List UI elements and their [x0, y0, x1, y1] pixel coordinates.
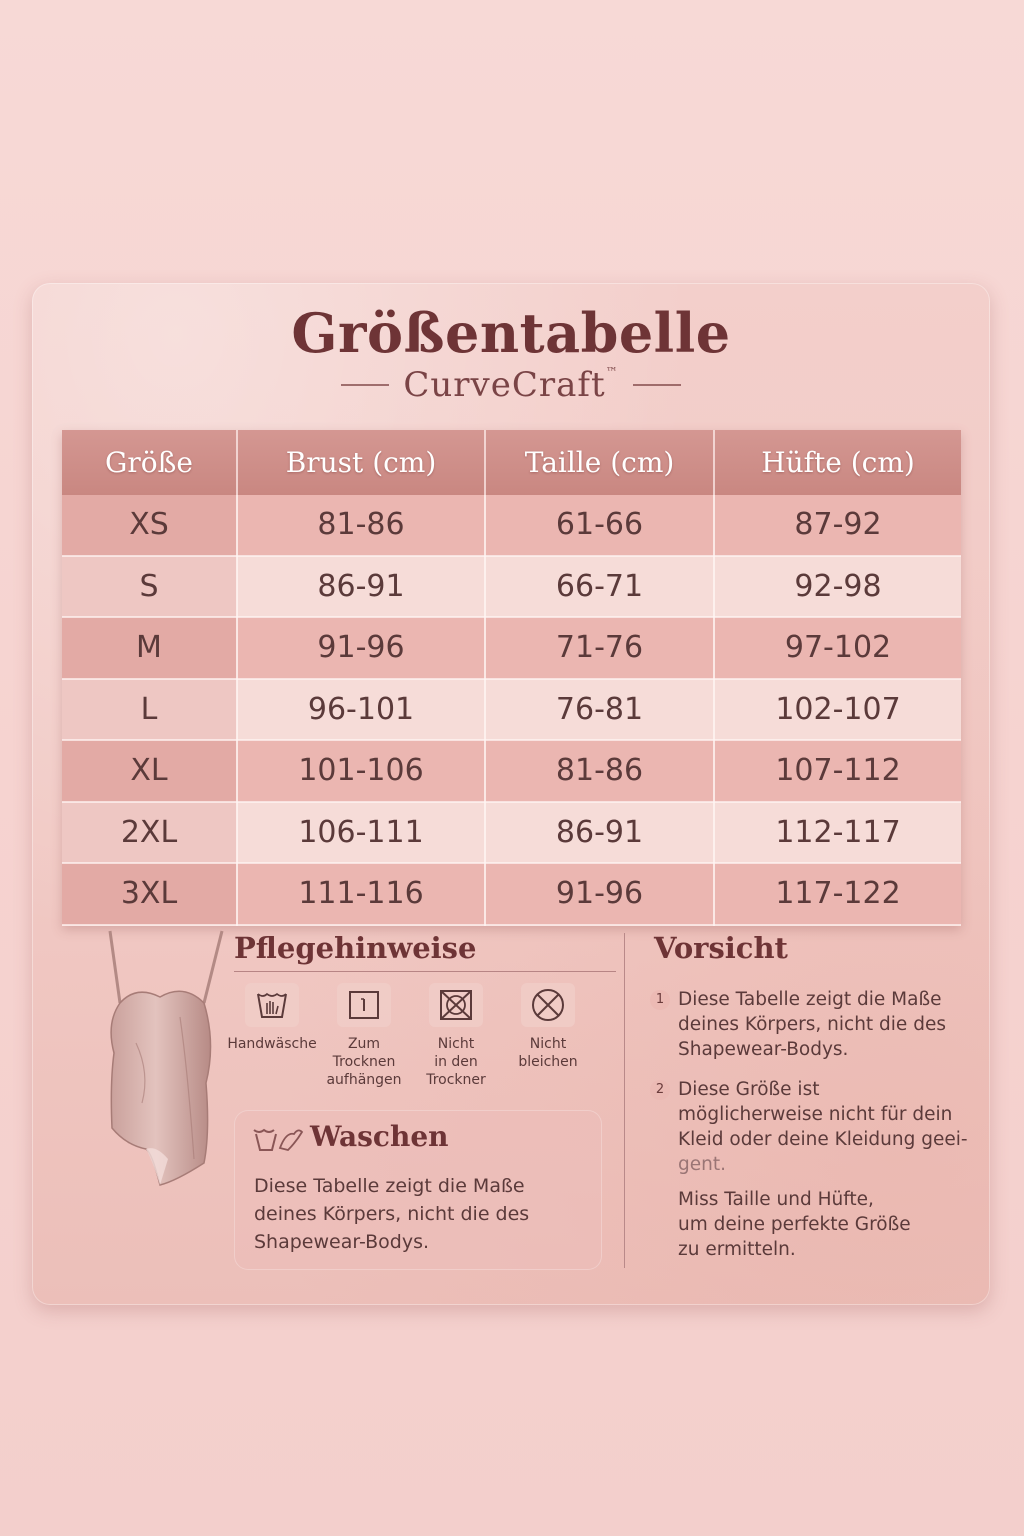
note-body	[678, 1077, 968, 1177]
size-cell: XS	[62, 495, 237, 556]
table-row	[62, 679, 961, 741]
size-cell: M	[62, 617, 237, 679]
caution-title: Vorsicht	[654, 931, 788, 965]
hip-cell: 87-92	[714, 495, 961, 556]
wash-box	[234, 1110, 602, 1270]
care-label: Nicht bleichen	[518, 1036, 578, 1070]
hip-cell: 102-107	[714, 679, 961, 741]
care-item-handwash	[226, 983, 318, 1089]
wash-hands-icon	[252, 1124, 304, 1154]
chest-cell: 91-96	[237, 617, 485, 679]
note-number: 1	[650, 990, 670, 1010]
brand-name	[403, 365, 618, 405]
note-text-faded: gent.	[678, 1154, 726, 1175]
care-item-no-bleach	[502, 983, 594, 1089]
waist-cell: 71-76	[485, 617, 714, 679]
caution-note-1	[650, 987, 946, 1062]
hip-cell: 97-102	[714, 617, 961, 679]
section-divider	[624, 933, 625, 1268]
waist-cell: 81-86	[485, 740, 714, 802]
care-underline	[234, 971, 616, 972]
no-tumble-dry-icon	[429, 983, 483, 1027]
chest-cell: 96-101	[237, 679, 485, 741]
care-item-no-tumble-dry	[410, 983, 502, 1089]
care-label: Nicht in den Trockner	[426, 1036, 486, 1088]
caution-note-2	[650, 1077, 968, 1177]
table-header-row	[62, 430, 961, 495]
hang-dry-icon	[337, 983, 391, 1027]
note-text: Diese Größe ist möglicherweise nicht für dein Kleid oder deine Kleidung geei-	[678, 1079, 968, 1150]
hip-cell: 112-117	[714, 802, 961, 864]
table-row	[62, 495, 961, 556]
size-cell: 3XL	[62, 863, 237, 925]
size-cell: 2XL	[62, 802, 237, 864]
chest-cell: 101-106	[237, 740, 485, 802]
chest-cell: 106-111	[237, 802, 485, 864]
brand-line-left	[341, 384, 389, 386]
header-hip: Hüfte (cm)	[714, 430, 961, 495]
size-cell: S	[62, 556, 237, 618]
hip-cell: 92-98	[714, 556, 961, 618]
care-label: Zum Trocknen aufhängen	[326, 1036, 402, 1088]
size-table	[62, 430, 961, 926]
waist-cell: 66-71	[485, 556, 714, 618]
trademark-mark: ™	[605, 365, 619, 379]
brand-row	[32, 365, 990, 405]
size-cell: L	[62, 679, 237, 741]
table-row	[62, 617, 961, 679]
waist-cell: 76-81	[485, 679, 714, 741]
waist-cell: 61-66	[485, 495, 714, 556]
table-row	[62, 556, 961, 618]
care-label: Handwäsche	[227, 1036, 317, 1052]
note-number: 2	[650, 1080, 670, 1100]
header-chest: Brust (cm)	[237, 430, 485, 495]
size-chart-card	[32, 283, 990, 1305]
size-cell: XL	[62, 740, 237, 802]
care-item-hang-dry	[318, 983, 410, 1089]
wash-title: Waschen	[310, 1120, 449, 1153]
no-bleach-icon	[521, 983, 575, 1027]
handwash-icon	[245, 983, 299, 1027]
note-text: Diese Tabelle zeigt die Maße deines Körpers, nicht die des Shapewear-Bodys.	[678, 989, 946, 1060]
hip-cell: 107-112	[714, 740, 961, 802]
chest-cell: 86-91	[237, 556, 485, 618]
bodysuit-illustration	[76, 923, 246, 1193]
header-size: Größe	[62, 430, 237, 495]
table-row	[62, 863, 961, 925]
care-title: Pflegehinweise	[234, 931, 477, 965]
chart-title: Größentabelle	[291, 301, 731, 365]
hip-cell: 117-122	[714, 863, 961, 925]
caution-extra-text: Miss Taille und Hüfte, um deine perfekte Größe zu ermitteln.	[678, 1189, 911, 1260]
chest-cell: 81-86	[237, 495, 485, 556]
brand-text: CurveCraft	[403, 365, 606, 405]
waist-cell: 86-91	[485, 802, 714, 864]
table-row	[62, 802, 961, 864]
brand-line-right	[633, 384, 681, 386]
wash-text: Diese Tabelle zeigt die Maße deines Körpers, nicht die des Shapewear-Bodys.	[254, 1175, 530, 1253]
header-waist: Taille (cm)	[485, 430, 714, 495]
care-icons	[226, 983, 616, 1089]
waist-cell: 91-96	[485, 863, 714, 925]
chest-cell: 111-116	[237, 863, 485, 925]
table-row	[62, 740, 961, 802]
